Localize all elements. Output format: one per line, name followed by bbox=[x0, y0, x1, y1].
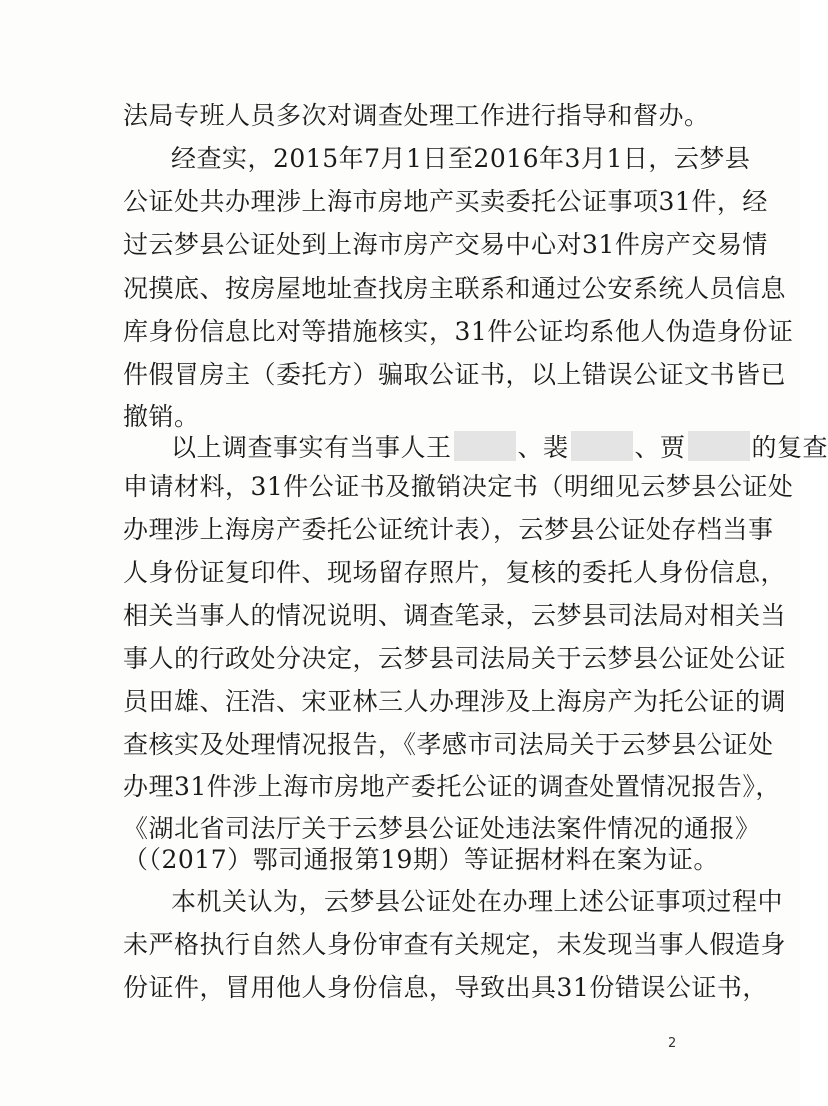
page-number: 2 bbox=[668, 1036, 677, 1051]
redaction-block bbox=[571, 431, 633, 461]
text-segment: 的复查 bbox=[751, 433, 828, 462]
text-line: 过云梦县公证处到上海市房产交易中心对31件房产交易情 bbox=[123, 230, 768, 259]
text-line: 法局专班人员多次对调查处理工作进行指导和督办。 bbox=[123, 101, 710, 130]
text-line: （（2017）鄂司通报第19期）等证据材料在案为证。 bbox=[123, 845, 719, 874]
text-line: 份证件，冒用他人身份信息，导致出具31份错误公证书， bbox=[123, 973, 768, 1002]
text-line: 事人的行政处分决定，云梦县司法局关于云梦县公证处公证 bbox=[123, 644, 787, 673]
text-line: 经查实，2015年7月1日至2016年3月1日，云梦县 bbox=[171, 144, 751, 173]
text-segment: 以上调查事实有当事人王 bbox=[171, 433, 452, 462]
text-line: 撤销。 bbox=[123, 402, 200, 431]
text-line: 《湖北省司法厅关于云梦县公证处违法案件情况的通报》 bbox=[123, 814, 761, 843]
text-line: 员田雄、汪浩、宋亚林三人办理涉及上海房产为托公证的调 bbox=[123, 687, 787, 716]
text-line: 库身份信息比对等措施核实，31件公证均系他人伪造身份证 bbox=[123, 317, 794, 346]
redaction-block bbox=[688, 431, 750, 461]
text-line-redacted bbox=[171, 428, 828, 468]
text-line: 况摸底、按房屋地址查找房主联系和通过公安系统人员信息 bbox=[123, 274, 787, 303]
text-line: 未严格执行自然人身份审查有关规定，未发现当事人假造身 bbox=[123, 930, 787, 959]
text-line: 本机关认为，云梦县公证处在办理上述公证事项过程中 bbox=[171, 887, 784, 916]
text-segment: 、裴 bbox=[517, 433, 569, 462]
text-line: 查核实及处理情况报告，《孝感市司法局关于云梦县公证处 bbox=[123, 730, 774, 759]
text-line: 办理31件涉上海市房地产委托公证的调查处置情况报告》， bbox=[123, 772, 781, 801]
text-line: 申请材料，31件公证书及撤销决定书（明细见云梦县公证处 bbox=[123, 472, 794, 501]
text-line: 办理涉上海房产委托公证统计表），云梦县公证处存档当事 bbox=[123, 515, 774, 544]
redaction-block bbox=[454, 431, 516, 461]
text-line: 相关当事人的情况说明、调查笔录，云梦县司法局对相关当 bbox=[123, 601, 787, 630]
text-line: 人身份证复印件、现场留存照片，复核的委托人身份信息， bbox=[123, 558, 787, 587]
text-line: 公证处共办理涉上海市房地产买卖委托公证事项31件，经 bbox=[123, 187, 768, 216]
text-line: 件假冒房主（委托方）骗取公证书，以上错误公证文书皆已 bbox=[123, 360, 787, 389]
text-segment: 、贾 bbox=[634, 433, 686, 462]
